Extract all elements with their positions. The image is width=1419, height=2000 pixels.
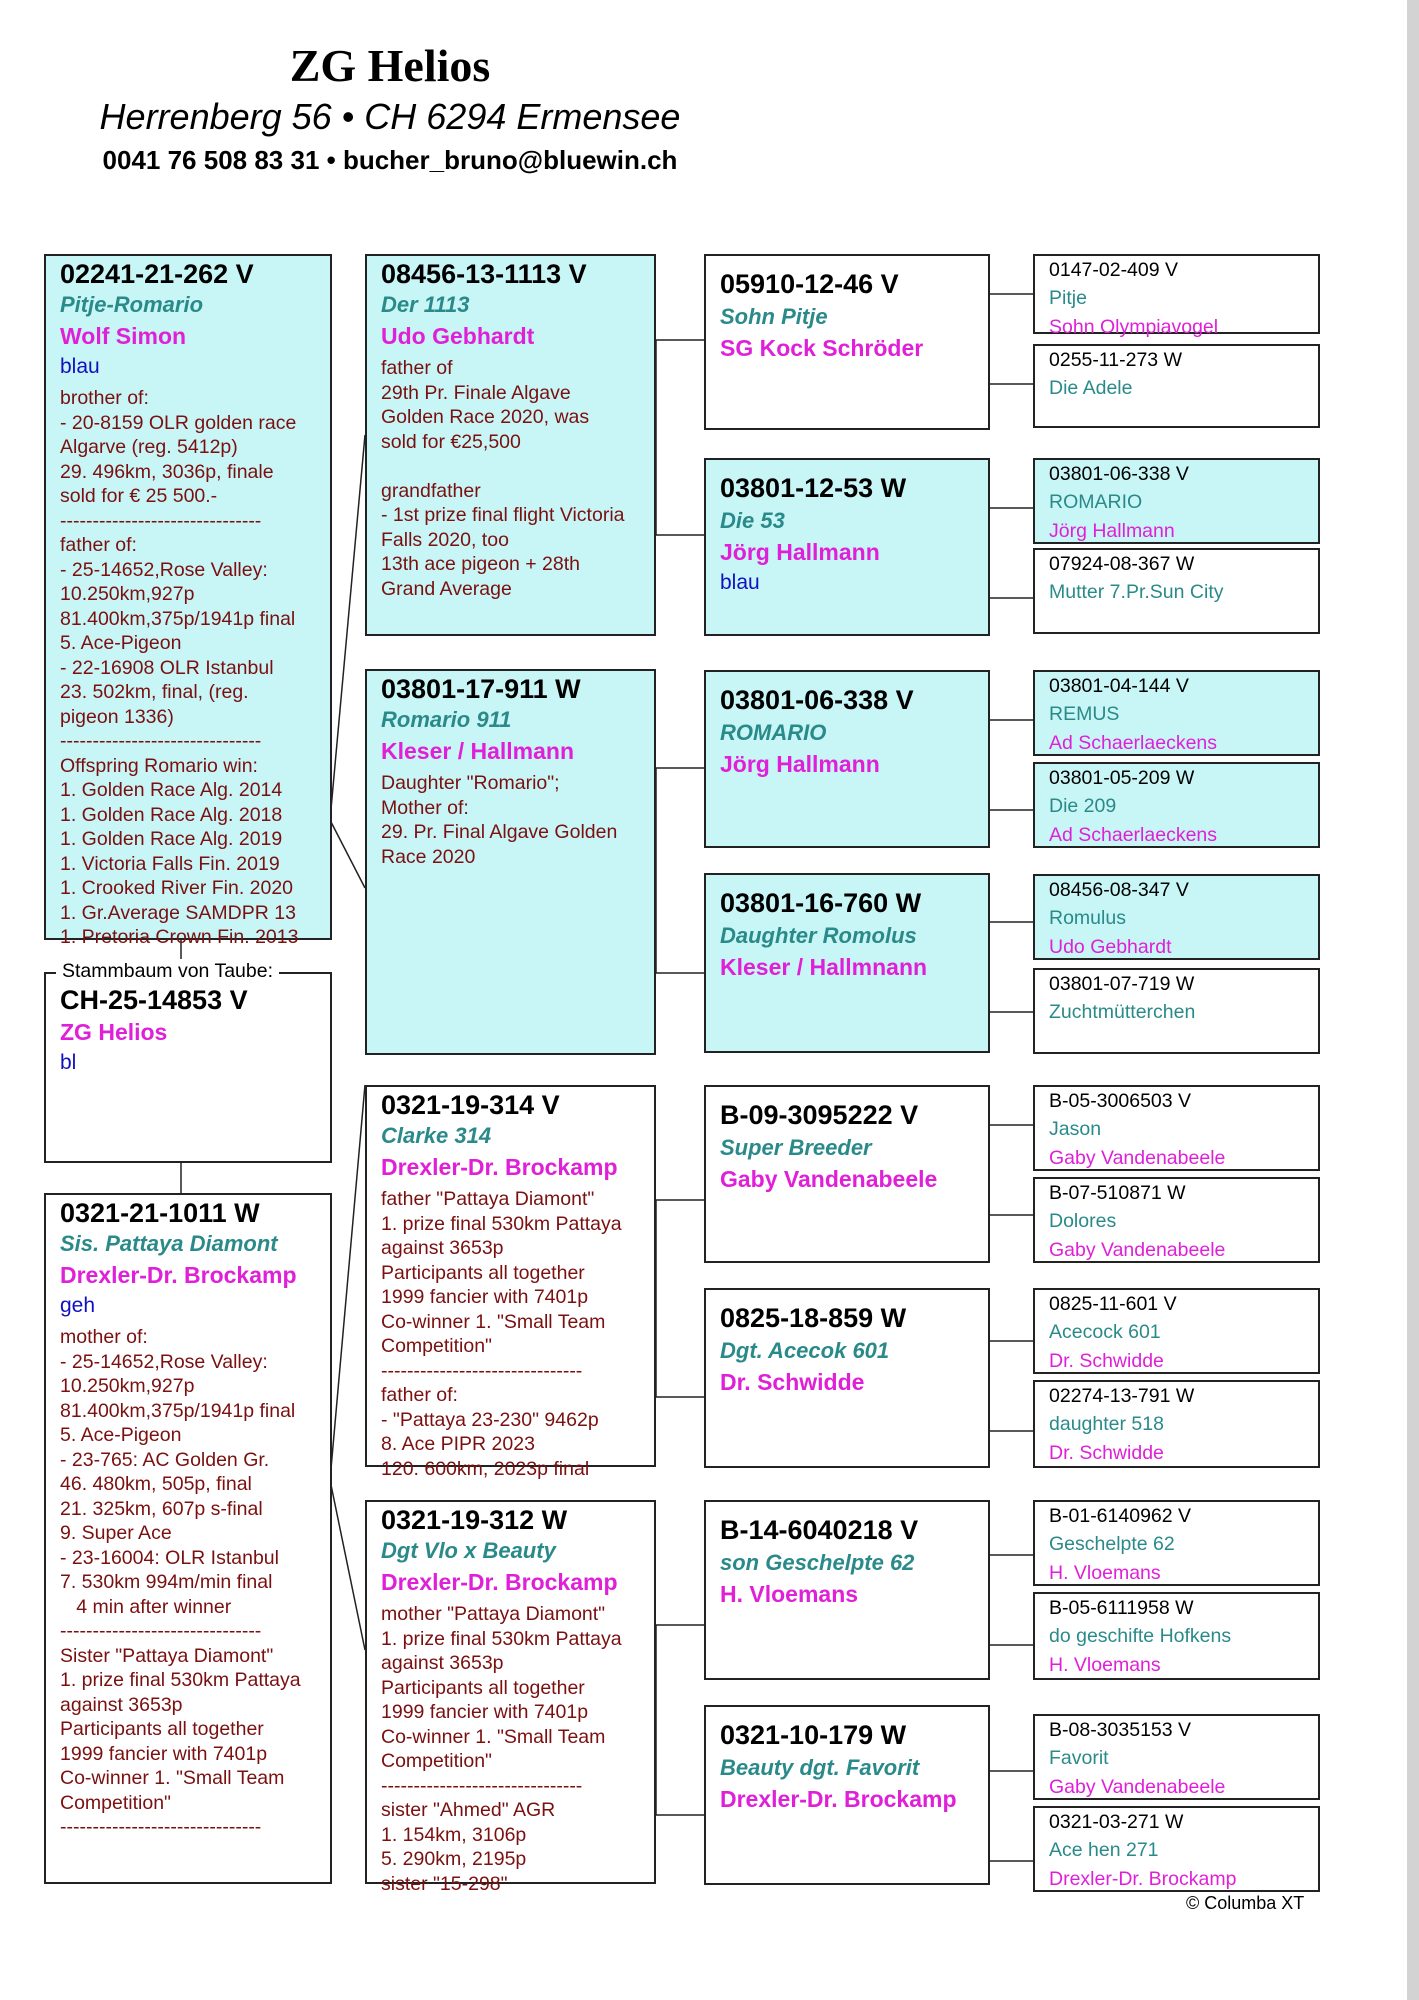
grandmother-maternal-card[interactable] (365, 1500, 656, 1895)
ggp-owner: Jörg Hallmann (720, 539, 880, 565)
ancestor-card-10[interactable] (1033, 1177, 1320, 1263)
father-owner: Wolf Simon (60, 323, 187, 349)
g5-name: Jason (1049, 1118, 1102, 1140)
ggp-ring: 03801-06-338 V (720, 685, 914, 715)
ggp-ring: 03801-16-760 W (720, 888, 922, 918)
g5-ring: B-08-3035153 V (1049, 1719, 1192, 1741)
g5-ring: 03801-07-719 W (1049, 973, 1195, 995)
g5-owner: Gaby Vandenabeele (1049, 1239, 1226, 1261)
gp-mm-ring: 0321-19-312 W (381, 1505, 568, 1535)
great-grandparent-card-2[interactable] (704, 458, 990, 636)
g5-owner: Dr. Schwidde (1049, 1442, 1164, 1464)
g5-owner: Gaby Vandenabeele (1049, 1147, 1226, 1169)
gp-mf-ring: 0321-19-314 V (381, 1090, 560, 1120)
mother-owner: Drexler-Dr. Brockamp (60, 1262, 297, 1288)
gp-mf-owner: Drexler-Dr. Brockamp (381, 1154, 618, 1180)
g5-owner: Gaby Vandenabeele (1049, 1776, 1226, 1798)
g5-name: Ace hen 271 (1049, 1839, 1159, 1861)
ancestor-card-3[interactable] (1033, 458, 1320, 544)
g5-name: Acecock 601 (1049, 1321, 1161, 1343)
connector-father-gp-ff (330, 435, 365, 820)
g5-ring: 0825-11-601 V (1049, 1293, 1177, 1315)
connector-ggp-7 (990, 1555, 1033, 1645)
connector-mother-gp-mm (330, 1480, 365, 1650)
g5-owner: Ad Schaerlaeckens (1049, 824, 1218, 846)
grandmother-paternal-card[interactable] (365, 669, 656, 1055)
ancestor-card-6[interactable] (1033, 762, 1320, 848)
subject-name: ZG Helios (60, 1019, 168, 1045)
copyright-footer: © Columba XT (1186, 1893, 1305, 1913)
ggp-owner: Dr. Schwidde (720, 1369, 865, 1395)
father-name: Pitje-Romario (60, 292, 204, 317)
gp-fm-notes: Daughter "Romario"; Mother of: 29. Pr. Final Algave Golden Race 2020 (381, 772, 618, 868)
connector-father-gp-fm (330, 820, 365, 888)
great-grandparent-card-5[interactable] (704, 1085, 990, 1263)
ggp-owner: Drexler-Dr. Brockamp (720, 1786, 957, 1812)
ggp-name: Sohn Pitje (720, 304, 828, 329)
ggp-owner: H. Vloemans (720, 1581, 859, 1607)
connector-gp-ff-ggp (656, 340, 704, 535)
gp-mm-notes: mother "Pattaya Diamont" 1. prize final 530km Pattaya against 3653p Participants all together 1999 fancier with 7401p Co-winner 1. "Small Team Competition" ------------------------------- sister "Ahmed" AGR 1. 154km, 3106p 5. 290km, 2195p sister "15-298" (381, 1603, 622, 1895)
connector-ggp-1 (990, 294, 1033, 384)
ggp-owner: Gaby Vandenabeele (720, 1166, 938, 1192)
loft-title: ZG Helios (289, 40, 491, 91)
g5-owner: Ad Schaerlaeckens (1049, 732, 1218, 754)
great-grandparent-card-3[interactable] (704, 670, 990, 848)
g5-ring: 08456-08-347 V (1049, 879, 1189, 901)
great-grandparent-card-7[interactable] (704, 1500, 990, 1680)
g5-name: Pitje (1049, 287, 1087, 309)
gp-ff-ring: 08456-13-1113 V (381, 259, 587, 289)
connector-ggp-2 (990, 508, 1033, 598)
great-grandparent-card-6[interactable] (704, 1288, 990, 1468)
ancestor-card-14[interactable] (1033, 1592, 1320, 1680)
g5-ring: B-01-6140962 V (1049, 1505, 1192, 1527)
ggp-ring: 0825-18-859 W (720, 1303, 907, 1333)
subject-color: bl (60, 1051, 77, 1074)
gp-mm-name: Dgt Vlo x Beauty (381, 1538, 556, 1563)
ggp-ring: B-14-6040218 V (720, 1515, 919, 1545)
ancestor-card-9[interactable] (1033, 1085, 1320, 1171)
father-card[interactable] (44, 254, 332, 948)
ggp-name: son Geschelpte 62 (720, 1550, 915, 1575)
ggp-ring: 05910-12-46 V (720, 269, 899, 299)
g5-ring: 07924-08-367 W (1049, 553, 1195, 575)
g5-name: daughter 518 (1049, 1413, 1164, 1435)
g5-name: Romulus (1049, 907, 1126, 929)
g5-name: do geschifte Hofkens (1049, 1625, 1232, 1647)
ggp-name: Super Breeder (720, 1135, 872, 1160)
ggp-name: Beauty dgt. Favorit (720, 1755, 920, 1780)
g5-ring: 03801-05-209 W (1049, 767, 1195, 789)
grandfather-paternal-card[interactable] (365, 254, 656, 636)
gp-fm-name: Romario 911 (381, 707, 512, 732)
loft-address: Herrenberg 56 • CH 6294 Ermensee (99, 96, 681, 137)
mother-name: Sis. Pattaya Diamont (60, 1231, 278, 1256)
ggp-ring: B-09-3095222 V (720, 1100, 919, 1130)
ancestor-card-7[interactable] (1033, 874, 1320, 960)
ggp-ring: 0321-10-179 W (720, 1720, 907, 1750)
g5-name: Dolores (1049, 1210, 1117, 1232)
g5-ring: 0147-02-409 V (1049, 259, 1179, 281)
g5-name: ROMARIO (1049, 491, 1143, 513)
g5-owner: H. Vloemans (1049, 1562, 1161, 1584)
mother-color: geh (60, 1294, 96, 1317)
ancestor-card-12[interactable] (1033, 1380, 1320, 1468)
gp-fm-ring: 03801-17-911 W (381, 674, 581, 704)
g5-ring: B-07-510871 W (1049, 1182, 1186, 1204)
connector-mother-gp-mf (330, 1085, 365, 1480)
great-grandparent-card-4[interactable] (704, 873, 990, 1053)
g5-name: Geschelpte 62 (1049, 1533, 1175, 1555)
g5-name: Favorit (1049, 1747, 1109, 1769)
g5-owner: Drexler-Dr. Brockamp (1049, 1868, 1237, 1890)
g5-ring: 0255-11-273 W (1049, 349, 1182, 371)
mother-notes: mother of: - 25-14652,Rose Valley: 10.250km,927p 81.400km,375p/1941p final 5. Ace-Pigeon - 23-765: AC Golden Gr. 46. 480km, 505p, final 21. 325km, 607p s-final 9. Super Ace - 23-16004: OLR Istanbul 7. 530km 994m/min final 4 min after winner ------------------------------- Sister "Pattaya Diamont" 1. prize final 530km Pattaya against 3653p Participants all together 1999 fancier with 7401p Co-winner 1. "Small Team Competition" ------------------------------- (60, 1326, 301, 1838)
mother-card[interactable] (44, 1193, 332, 1884)
connector-ggp-6 (990, 1341, 1033, 1431)
ggp-owner: Kleser / Hallmnann (720, 954, 928, 980)
gp-fm-owner: Kleser / Hallmann (381, 738, 575, 764)
loft-contact: 0041 76 508 83 31 • bucher_bruno@bluewin.ch (102, 145, 678, 175)
ggp-name: Daughter Romolus (720, 923, 917, 948)
ancestor-card-11[interactable] (1033, 1288, 1320, 1374)
g5-ring: 02274-13-791 W (1049, 1385, 1195, 1407)
ancestor-card-8[interactable] (1033, 968, 1320, 1054)
gp-mf-notes: father "Pattaya Diamont" 1. prize final 530km Pattaya against 3653p Participants all together 1999 fancier with 7401p Co-winner 1. "Small Team Competition" ------------------------------- father of: - "Pattaya 23-230" 9462p 8. Ace PIPR 2023 120. 600km, 2023p final (381, 1188, 622, 1480)
g5-name: Die Adele (1049, 377, 1133, 399)
ancestor-card-1[interactable] (1033, 254, 1320, 338)
gp-ff-name: Der 1113 (381, 292, 470, 317)
subject-card[interactable] (44, 972, 332, 1163)
gp-mm-owner: Drexler-Dr. Brockamp (381, 1569, 618, 1595)
g5-owner: Sohn Olympiavogel (1049, 316, 1219, 338)
g5-owner: Jörg Hallmann (1049, 520, 1175, 542)
g5-owner: H. Vloemans (1049, 1654, 1161, 1676)
ggp-name: Dgt. Acecok 601 (720, 1338, 890, 1363)
g5-ring: B-05-3006503 V (1049, 1090, 1192, 1112)
connector-gp-mm-ggp (656, 1625, 704, 1815)
mother-ring: 0321-21-1011 W (60, 1198, 260, 1228)
ancestor-card-4[interactable] (1033, 548, 1320, 634)
g5-ring: B-05-6111958 W (1049, 1597, 1194, 1619)
grandfather-maternal-card[interactable] (365, 1085, 656, 1480)
father-notes: brother of: - 20-8159 OLR golden race Algarve (reg. 5412p) 29. 496km, 3036p, finale sold for € 25 500.- ------------------------------- father of: - 25-14652,Rose Valley: 10.250km,927p 81.400km,375p/1941p final 5. Ace-Pigeon - 22-16908 OLR Istanbul 23. 502km, final, (reg. pigeon 1336) ------------------------------- Offspring Romario win: 1. Golden Race Alg. 2014 1. Golden Race Alg. 2018 1. Golden Race Alg. 2019 1. Victoria Falls Fin. 2019 1. Crooked River Fin. 2020 1. Gr.Average SAMDPR 13 1. Pretoria Crown Fin. 2013 (60, 387, 299, 948)
ggp-owner: Jörg Hallmann (720, 751, 880, 777)
g5-name: Zuchtmütterchen (1049, 1001, 1196, 1023)
gp-ff-owner: Udo Gebhardt (381, 323, 535, 349)
ancestor-card-13[interactable] (1033, 1500, 1320, 1586)
connector-ggp-5 (990, 1125, 1033, 1215)
ggp-owner: SG Kock Schröder (720, 335, 924, 361)
father-color: blau (60, 355, 100, 378)
g5-owner: Udo Gebhardt (1049, 936, 1172, 958)
father-ring: 02241-21-262 V (60, 259, 254, 289)
ancestor-card-16[interactable] (1033, 1806, 1320, 1892)
subject-ring: CH-25-14853 V (60, 985, 248, 1015)
g5-ring: 0321-03-271 W (1049, 1811, 1184, 1833)
ancestor-card-5[interactable] (1033, 670, 1320, 756)
g5-name: Die 209 (1049, 795, 1117, 817)
great-grandparent-card-8[interactable] (704, 1705, 990, 1885)
great-grandparent-card-1[interactable] (704, 254, 990, 430)
ggp-name: Die 53 (720, 508, 785, 533)
gp-ff-notes: father of 29th Pr. Finale Algave Golden Race 2020, was sold for €25,500 grandfather - 1st prize final flight Victoria Falls 2020, too 13th ace pigeon + 28th Grand Average (381, 357, 625, 600)
ancestor-card-15[interactable] (1033, 1714, 1320, 1800)
g5-ring: 03801-04-144 V (1049, 675, 1189, 697)
connector-ggp-4 (990, 922, 1033, 1012)
gp-mf-name: Clarke 314 (381, 1123, 492, 1148)
ggp-name: ROMARIO (720, 720, 827, 745)
connector-gp-fm-ggp (656, 768, 704, 973)
connector-ggp-8 (990, 1771, 1033, 1861)
ggp-ring: 03801-12-53 W (720, 473, 907, 503)
pedigree-of-label: Stammbaum von Taube: (56, 959, 279, 983)
g5-name: REMUS (1049, 703, 1120, 725)
g5-name: Mutter 7.Pr.Sun City (1049, 581, 1224, 603)
g5-owner: Dr. Schwidde (1049, 1350, 1164, 1372)
connector-gp-mf-ggp (656, 1200, 704, 1397)
ancestor-card-2[interactable] (1033, 344, 1320, 428)
ggp-color: blau (720, 571, 760, 594)
g5-ring: 03801-06-338 V (1049, 463, 1189, 485)
connector-ggp-3 (990, 720, 1033, 810)
